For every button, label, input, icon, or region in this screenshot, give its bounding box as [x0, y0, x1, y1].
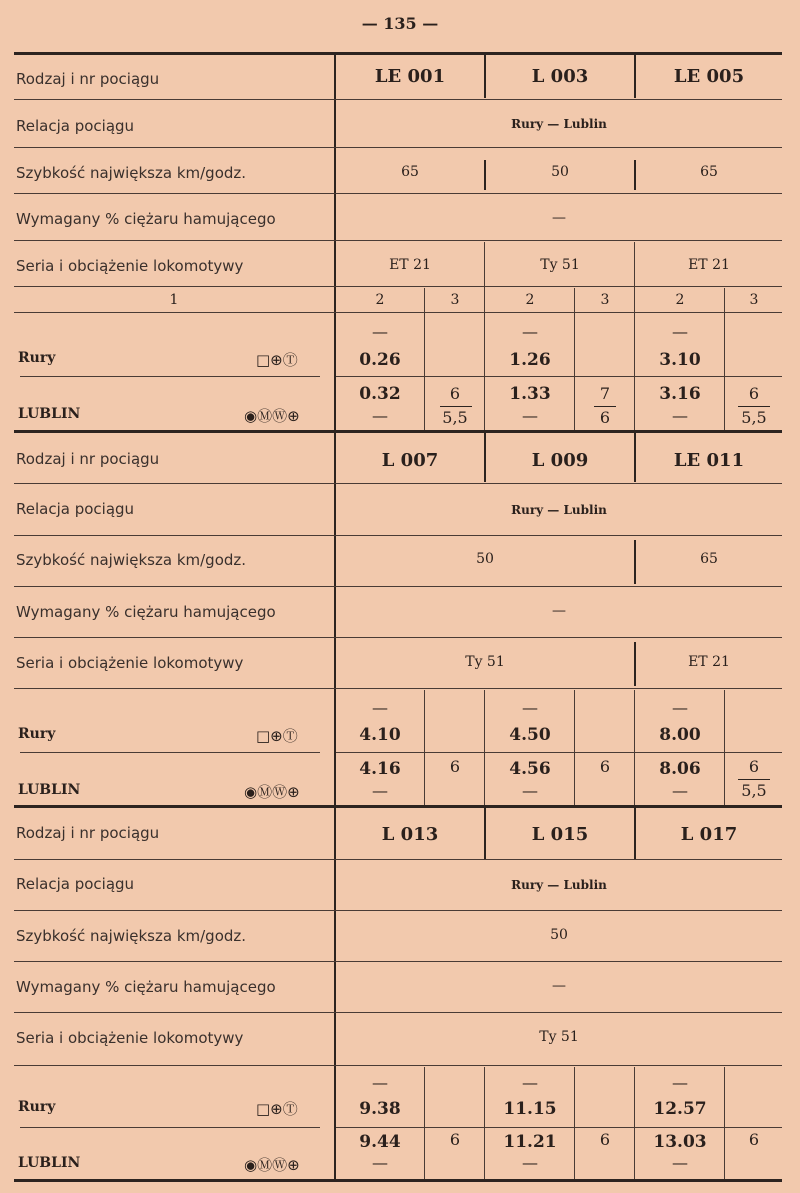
loco-value: ET 21	[389, 257, 431, 273]
load-value: 6	[449, 757, 461, 776]
brake-value: —	[552, 210, 566, 226]
timetable-section-2	[14, 432, 782, 805]
label-relation: Relacja pociągu	[16, 500, 135, 518]
load-value: 6	[449, 384, 461, 403]
arrival-time: 3.16	[659, 384, 701, 404]
dash: —	[522, 322, 538, 341]
arrival-time: 9.44	[359, 1132, 401, 1152]
brake-value: —	[552, 978, 566, 994]
arrival-time: 11.21	[503, 1132, 557, 1152]
station-symbols: ◉ⓂⓌ⊕	[244, 1156, 300, 1174]
label-relation: Relacja pociągu	[16, 117, 135, 135]
max-speed-value: 65	[700, 551, 718, 567]
brake-value: —	[552, 603, 566, 619]
train-number: LE 001	[374, 66, 446, 87]
train-number: LE 005	[673, 66, 745, 87]
train-number: L 015	[531, 824, 589, 845]
departure-time: 8.00	[659, 725, 701, 745]
load-value: 6	[748, 1130, 760, 1149]
column-number: 2	[375, 292, 385, 308]
timetable-section-1	[14, 52, 782, 430]
dash: —	[372, 1153, 388, 1172]
load-value: 6	[748, 384, 760, 403]
station-symbols: □⊕Ⓣ	[256, 1100, 298, 1118]
departure-time: 12.57	[653, 1099, 707, 1119]
label-brake: Wymagany % ciężaru hamującego	[16, 603, 276, 621]
departure-time: 9.38	[359, 1099, 401, 1119]
dash: —	[522, 1073, 538, 1092]
arrival-time: 4.16	[359, 759, 401, 779]
label-relation: Relacja pociągu	[16, 875, 135, 893]
load-value: 6	[748, 757, 760, 776]
train-number: LE 011	[673, 450, 745, 471]
station-from: Rury	[18, 1099, 56, 1115]
station-symbols: ◉ⓂⓌ⊕	[244, 407, 300, 425]
arrival-time: 1.33	[509, 384, 551, 404]
label-train-type: Rodzaj i nr pociągu	[16, 70, 160, 88]
max-speed-value: 50	[551, 164, 569, 180]
label-brake: Wymagany % ciężaru hamującego	[16, 210, 276, 228]
label-loco: Seria i obciążenie lokomotywy	[16, 257, 244, 275]
loco-value: ET 21	[688, 654, 730, 670]
load-value: 6	[449, 1130, 461, 1149]
load-value: 5,5	[741, 781, 767, 800]
page-number: — 135 —	[361, 14, 439, 33]
dash: —	[522, 698, 538, 717]
station-symbols: □⊕Ⓣ	[256, 351, 298, 369]
load-value: 6	[599, 757, 611, 776]
dash: —	[672, 698, 688, 717]
label-loco: Seria i obciążenie lokomotywy	[16, 654, 244, 672]
dash: —	[372, 781, 388, 800]
departure-time: 1.26	[509, 350, 551, 370]
arrival-time: 13.03	[653, 1132, 707, 1152]
load-value: 5,5	[442, 408, 468, 427]
station-symbols: □⊕Ⓣ	[256, 727, 298, 745]
max-speed-value: 50	[476, 551, 494, 567]
column-number: 2	[675, 292, 685, 308]
loco-value: ET 21	[688, 257, 730, 273]
departure-time: 3.10	[659, 350, 701, 370]
departure-time: 4.10	[359, 725, 401, 745]
dash: —	[522, 781, 538, 800]
train-relation: Rury — Lublin	[511, 503, 607, 517]
train-relation: Rury — Lublin	[511, 878, 607, 892]
arrival-time: 4.56	[509, 759, 551, 779]
label-train-type: Rodzaj i nr pociągu	[16, 450, 160, 468]
dash: —	[672, 1073, 688, 1092]
load-value: 6	[599, 408, 611, 427]
departure-time: 0.26	[359, 350, 401, 370]
station-to: LUBLIN	[18, 406, 81, 422]
label-max-speed: Szybkość największa km/godz.	[16, 551, 247, 569]
dash: —	[372, 322, 388, 341]
column-number: 2	[525, 292, 535, 308]
dash: —	[672, 1153, 688, 1172]
dash: —	[372, 406, 388, 425]
load-value: 6	[599, 1130, 611, 1149]
station-from: Rury	[18, 726, 56, 742]
column-number: 1	[169, 292, 179, 308]
label-loco: Seria i obciążenie lokomotywy	[16, 1029, 244, 1047]
loco-value: Ty 51	[465, 654, 505, 670]
loco-value: Ty 51	[539, 1029, 579, 1045]
column-number: 3	[749, 292, 759, 308]
train-number: L 009	[531, 450, 589, 471]
train-number: L 007	[381, 450, 439, 471]
arrival-time: 0.32	[359, 384, 401, 404]
column-number: 3	[450, 292, 460, 308]
max-speed-value: 65	[401, 164, 419, 180]
label-max-speed: Szybkość największa km/godz.	[16, 164, 247, 182]
label-max-speed: Szybkość największa km/godz.	[16, 927, 247, 945]
dash: —	[372, 698, 388, 717]
loco-value: Ty 51	[540, 257, 580, 273]
dash: —	[522, 1153, 538, 1172]
dash: —	[672, 322, 688, 341]
load-value: 7	[599, 384, 611, 403]
column-number: 3	[600, 292, 610, 308]
dash: —	[522, 406, 538, 425]
train-number: L 013	[381, 824, 439, 845]
train-number: L 003	[531, 66, 589, 87]
max-speed-value: 65	[700, 164, 718, 180]
timetable-section-3	[14, 807, 782, 1182]
train-relation: Rury — Lublin	[511, 117, 607, 131]
station-symbols: ◉ⓂⓌ⊕	[244, 783, 300, 801]
departure-time: 11.15	[503, 1099, 557, 1119]
load-value: 5,5	[741, 408, 767, 427]
label-train-type: Rodzaj i nr pociągu	[16, 824, 160, 842]
station-to: LUBLIN	[18, 1155, 81, 1171]
train-number: L 017	[680, 824, 738, 845]
dash: —	[672, 781, 688, 800]
station-to: LUBLIN	[18, 782, 81, 798]
label-brake: Wymagany % ciężaru hamującego	[16, 978, 276, 996]
dash: —	[672, 406, 688, 425]
station-from: Rury	[18, 350, 56, 366]
arrival-time: 8.06	[659, 759, 701, 779]
departure-time: 4.50	[509, 725, 551, 745]
max-speed-value: 50	[550, 927, 568, 943]
dash: —	[372, 1073, 388, 1092]
